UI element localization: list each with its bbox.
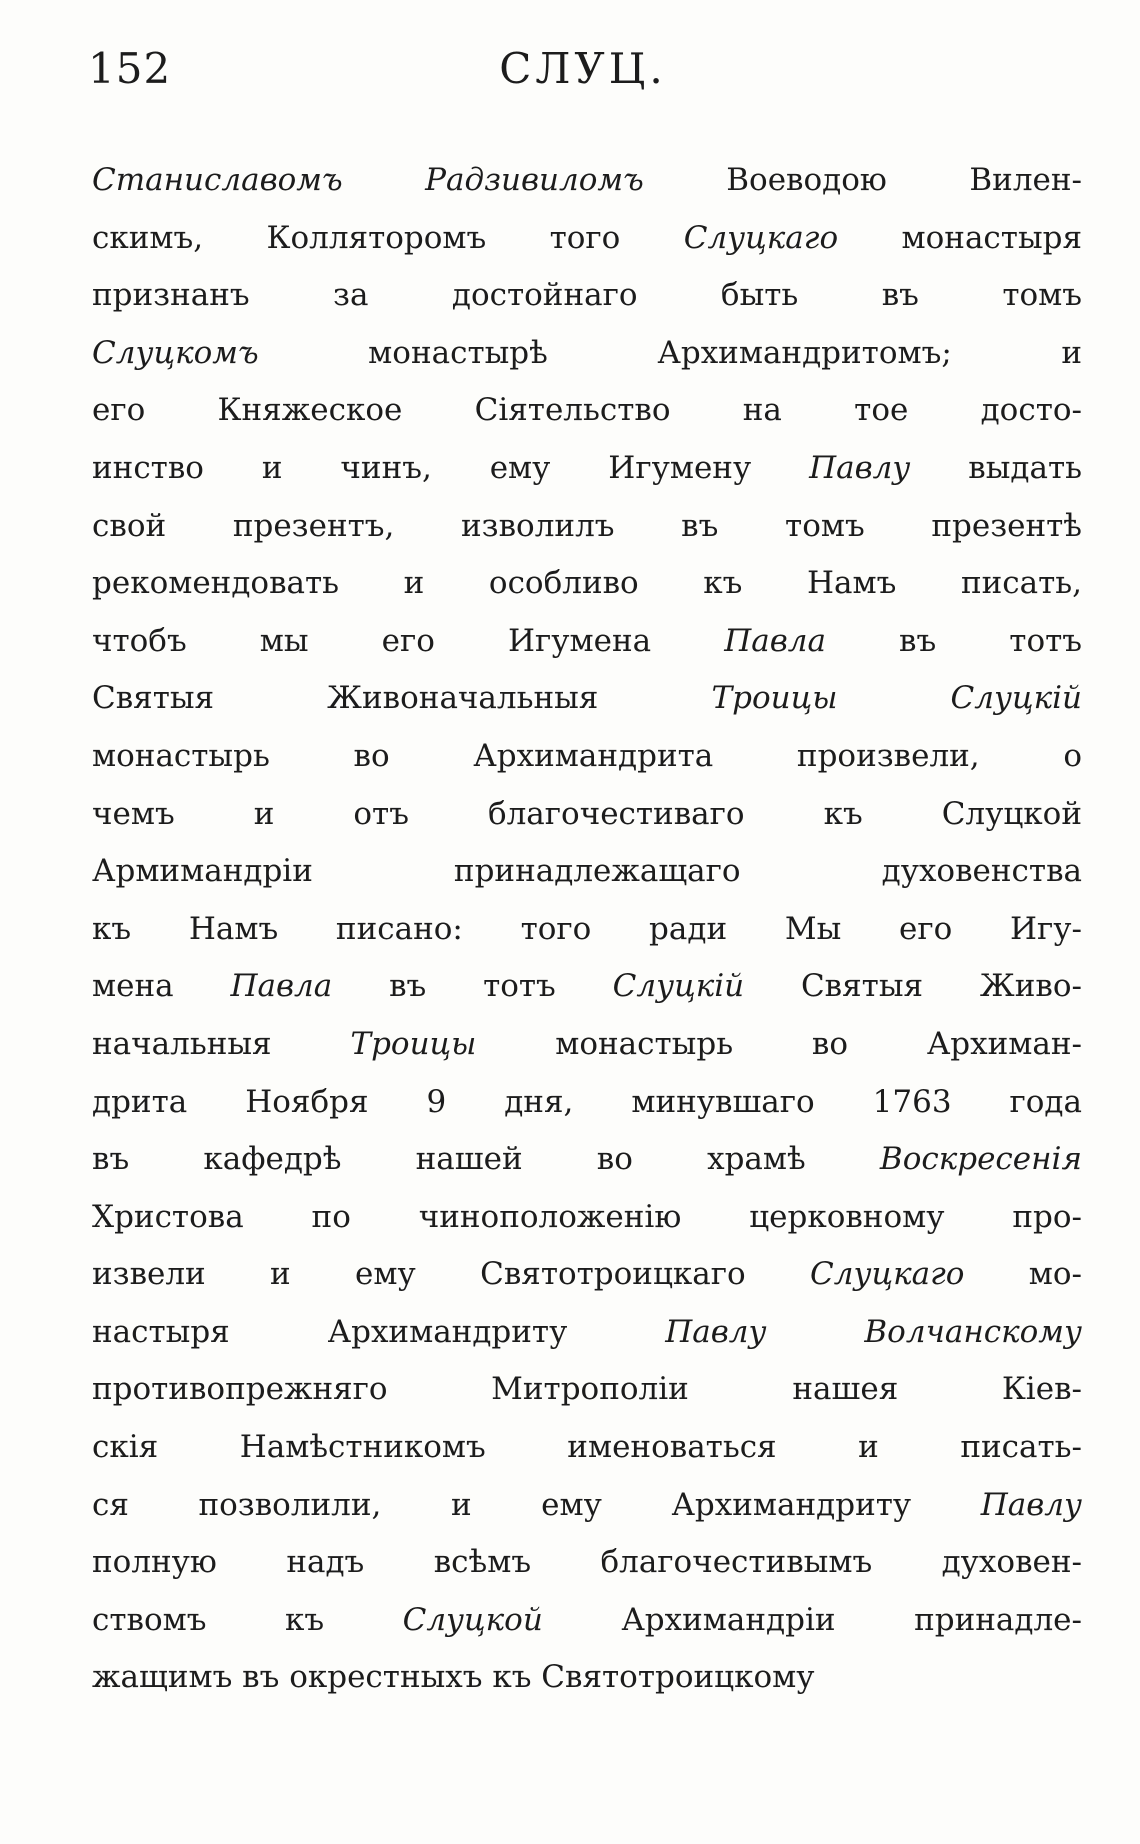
- text-span: дрита Ноября 9 дня, минувшаго 1763 года: [92, 1083, 1082, 1120]
- text-line: [92, 1477, 1082, 1535]
- text-line: [92, 843, 1082, 901]
- text-span: скія Намѣстникомъ именоваться и писать-: [92, 1429, 1082, 1466]
- italic-text: Троицы: [350, 1025, 477, 1062]
- italic-text: Слуцкаго: [683, 219, 839, 256]
- text-line: [92, 958, 1082, 1016]
- text-span: Воеводою Вилен-: [643, 162, 1082, 198]
- text-span: жащимъ въ окрестныхъ къ Святотроицкому: [92, 1659, 815, 1696]
- running-title: СЛУЦ.: [499, 44, 667, 93]
- text-span: въ кафедрѣ нашей во храмѣ: [92, 1141, 880, 1178]
- text-line: [92, 1246, 1082, 1304]
- text-line: [92, 1074, 1082, 1132]
- text-line: [92, 1419, 1082, 1477]
- text-line: [92, 1649, 1082, 1707]
- text-span: Святыя Живо-: [744, 968, 1082, 1005]
- text-line: [92, 786, 1082, 844]
- text-span: инство и чинъ, ему Игумену: [92, 449, 810, 486]
- italic-text: Павлу Волчанскому: [665, 1313, 1082, 1350]
- text-span: ствомъ къ: [92, 1601, 403, 1638]
- text-span: скимъ, Колляторомъ того: [92, 219, 684, 256]
- text-line: [92, 152, 1082, 210]
- italic-text: Слуцкой: [402, 1601, 543, 1638]
- text-span: противопрежняго Митрополіи нашея Кіев-: [92, 1371, 1082, 1408]
- text-span: полную надъ всѣмъ благочестивымъ духовен-: [92, 1544, 1082, 1581]
- italic-text: Станиславомъ Радзивиломъ: [92, 162, 644, 198]
- text-span: монастыря: [838, 219, 1083, 256]
- page-number: 152: [88, 44, 172, 93]
- text-span: ся позволили, и ему Архимандриту: [92, 1486, 981, 1523]
- text-span: къ Намъ писано: того ради Мы его Игу-: [92, 910, 1082, 947]
- text-line: [92, 1592, 1082, 1650]
- text-span: извели и ему Святотроицкаго: [92, 1256, 810, 1293]
- text-line: [92, 613, 1082, 671]
- text-line: [92, 325, 1082, 383]
- running-head: [88, 44, 1078, 114]
- text-line: [92, 901, 1082, 959]
- text-line: [92, 728, 1082, 786]
- text-line: [92, 1361, 1082, 1419]
- text-line: [92, 498, 1082, 556]
- text-span: мо-: [964, 1256, 1082, 1293]
- text-line: [92, 210, 1082, 268]
- italic-text: Павлу: [980, 1486, 1082, 1523]
- text-span: настыря Архимандриту: [92, 1313, 666, 1350]
- text-span: свой презентъ, изволилъ въ томъ презентѣ: [92, 507, 1082, 544]
- text-span: Святыя Живоначальныя: [92, 680, 712, 717]
- text-span: монастырѣ Архимандритомъ; и: [258, 334, 1082, 371]
- text-span: начальныя: [92, 1025, 351, 1062]
- italic-text: Слуцкій: [612, 968, 745, 1005]
- text-line: [92, 1131, 1082, 1189]
- text-span: Архимандріи принадле-: [542, 1601, 1082, 1638]
- text-span: Христова по чиноположенію церковному про-: [92, 1198, 1082, 1235]
- text-line: [92, 670, 1082, 728]
- text-span: чемъ и отъ благочестиваго къ Слуцкой: [92, 795, 1082, 832]
- italic-text: Павла: [230, 968, 333, 1005]
- italic-text: Троицы Слуцкій: [711, 680, 1082, 717]
- text-line: [92, 1016, 1082, 1074]
- text-span: выдать: [910, 449, 1082, 486]
- text-span: монастырь во Архиман-: [476, 1025, 1083, 1062]
- text-span: въ тотъ: [332, 968, 613, 1005]
- body-text: [92, 152, 1082, 1707]
- text-span: его Княжеское Сіятельство на тое досто-: [92, 392, 1082, 429]
- text-line: [92, 1534, 1082, 1592]
- italic-text: Павлу: [809, 449, 911, 486]
- text-line: [92, 267, 1082, 325]
- text-line: [92, 382, 1082, 440]
- text-line: [92, 440, 1082, 498]
- italic-text: Слуцкаго: [810, 1256, 965, 1293]
- text-line: [92, 555, 1082, 613]
- italic-text: Воскресенія: [879, 1141, 1082, 1178]
- text-span: признанъ за достойнаго быть въ томъ: [92, 277, 1082, 314]
- text-span: рекомендовать и особливо къ Намъ писать,: [92, 565, 1082, 602]
- text-span: въ тотъ: [825, 622, 1082, 659]
- text-line: [92, 1189, 1082, 1247]
- text-line: [92, 1304, 1082, 1362]
- text-span: монастырь во Архимандрита произвели, о: [92, 737, 1082, 774]
- text-span: Армимандріи принадлежащаго духовенства: [92, 853, 1082, 890]
- text-span: чтобъ мы его Игумена: [92, 622, 725, 659]
- italic-text: Павла: [724, 622, 826, 659]
- text-span: мена: [92, 968, 231, 1005]
- italic-text: Слуцкомъ: [92, 334, 259, 371]
